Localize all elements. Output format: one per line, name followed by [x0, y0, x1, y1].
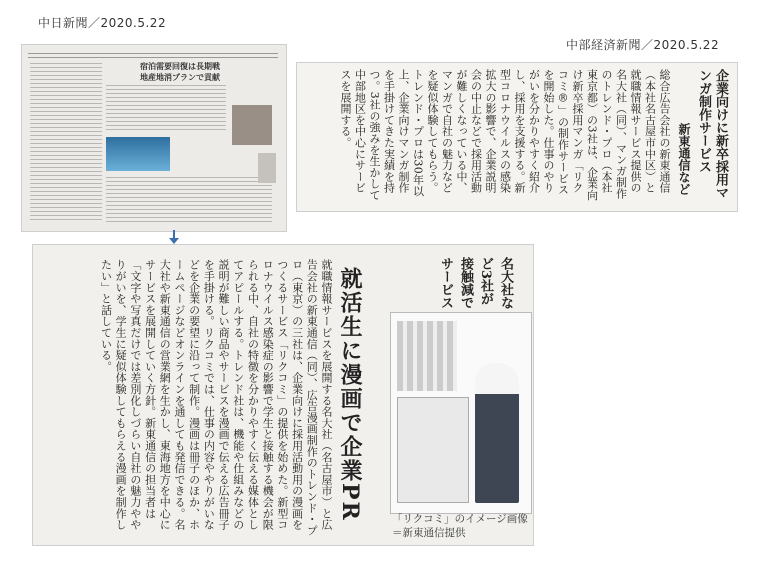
source-label-chubu-keizai: 中部経済新聞／2020.5.22 — [566, 38, 720, 52]
thumbnail-headline: 宿泊需要回復は長期戦 — [140, 61, 220, 71]
clip1-body: 総合広告会社の新東通信（本社名古屋市中区）と就職情報サービス提供の名大社（同）、マンガ制作のトレンド・プロ（本社東京都）の3社は、企業向け新卒採用マンガ「リクコミ®」の制作サービスを開始した。仕事のやりがいを分かりやすく紹介し、採用を支援する。新型コロナウイルスの感染拡大の影響で、企業説明会の中止などで採用活動が難しくなっている中、マンガで自社の魅力などを疑似体験してもらう。トレンド・プロは30年以上、企業向けマンガ制作を手掛けてきた実績を持つ。3社の強みを生かして中部地区を中心にサービスを展開する。 — [339, 69, 671, 201]
thumbnail-photo-small — [258, 153, 276, 183]
thumbnail-subhead: 地産地消プランで貢献 — [140, 72, 220, 82]
thumbnail-photo-portrait — [232, 105, 272, 145]
thumbnail-photo-ocean — [106, 137, 170, 171]
rikukomi-manga-illustration — [390, 312, 532, 514]
source-label-chunichi: 中日新聞／2020.5.22 — [38, 16, 167, 30]
clip2-headline: 就活生に漫画で企業PR — [337, 267, 363, 522]
clip2-body: 就職情報サービスを展開する名大社（名古屋市）と広告会社の新東通信（同）、広告漫画制作のトレンド・プロ（東京）の三社は、企業向けに採用活動用の漫画をつくるサービス「リクコミ」の提供を始めた。新型コロナウイルス感染症の影響で学生と接触する機会が限られる中、自社の特徴を分かりやすく伝える媒体としてアピールする。トレンド社は、機能や仕組みなどの説明が難しい商品やサービスを漫画で伝える広告冊子を手掛ける。リクコミでは、仕事の内容ややりがいなどを企業の要望に沿って制作。漫画は冊子のほか、ホームページなどオンラインを通しても発信できる。名大社や新東通信の営業網を生かし、東海地方を中心にサービスを展開していく方針。新東通信の担当者は「文字や写真だけでは差別化しづらい自社の魅力ややりがいを、学生に疑似体験してもらえる漫画を制作したい」と話している。 — [99, 259, 333, 536]
clip2-photo-caption: 「リクコミ」のイメージ画像＝新東通信提供 — [392, 513, 528, 539]
clip1-headline: 企業向けに新卒採用マンガ制作サービス — [696, 69, 728, 199]
clip1-subhead: 新東通信など — [677, 123, 691, 195]
clip2-subhead: 名大社など3社が接触減でサービス — [438, 257, 513, 309]
newspaper-page-thumbnail — [21, 44, 287, 232]
article-clip-chubu-keizai — [296, 62, 738, 212]
